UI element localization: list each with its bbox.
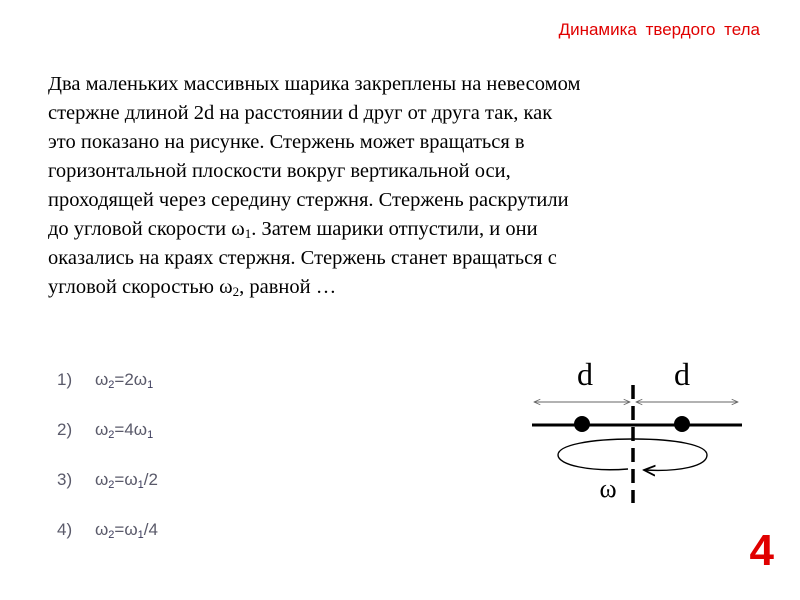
omega-label: ω <box>599 474 617 503</box>
problem-line: горизонтальной плоскости вокруг вертикальной оси, <box>48 160 511 182</box>
problem-line <box>48 215 768 244</box>
problem-text: до угловой скорости ω <box>48 218 245 240</box>
answer-formula: $\omega_2=\omega_1/2$ <box>95 470 158 491</box>
answer-number: 2) <box>57 420 73 439</box>
problem-line <box>48 273 768 302</box>
section-title: Динамика твердого тела <box>558 20 760 39</box>
problem-line: оказались на краях стержня. Стержень станет вращаться с <box>48 247 557 269</box>
problem-text: угловой скоростью ω <box>48 276 233 298</box>
answer-number: 1) <box>57 370 73 389</box>
problem-line: проходящей через середину стержня. Стержень раскрутили <box>48 189 569 211</box>
answer-number: 3) <box>57 470 73 489</box>
answer-formula: $\omega_2=\omega_1/4$ <box>95 520 158 541</box>
rod-diagram <box>520 345 770 515</box>
answer-formula: $\omega_2=4\omega_1$ <box>95 420 154 441</box>
problem-line: стержне длиной 2d на расстоянии d друг от друга так, как <box>48 102 553 124</box>
problem-text: , равной … <box>239 276 337 298</box>
omega-subscript: 1 <box>244 226 252 241</box>
distance-label-right: d <box>674 356 690 392</box>
problem-line: это показано на рисунке. Стержень может вращаться в <box>48 131 525 153</box>
problem-statement <box>48 70 768 302</box>
problem-line: Два маленьких массивных шарика закреплены на невесомом <box>48 73 581 95</box>
slide-number: 4 <box>749 526 774 575</box>
ball-left <box>574 416 590 432</box>
problem-text: . Затем шарики отпустили, и они <box>251 218 538 240</box>
distance-label-left: d <box>577 356 593 392</box>
answer-formula: $\omega_2=2\omega_1$ <box>95 370 154 391</box>
answer-number: 4) <box>57 520 73 539</box>
ball-right <box>674 416 690 432</box>
omega-subscript: 2 <box>232 284 240 299</box>
